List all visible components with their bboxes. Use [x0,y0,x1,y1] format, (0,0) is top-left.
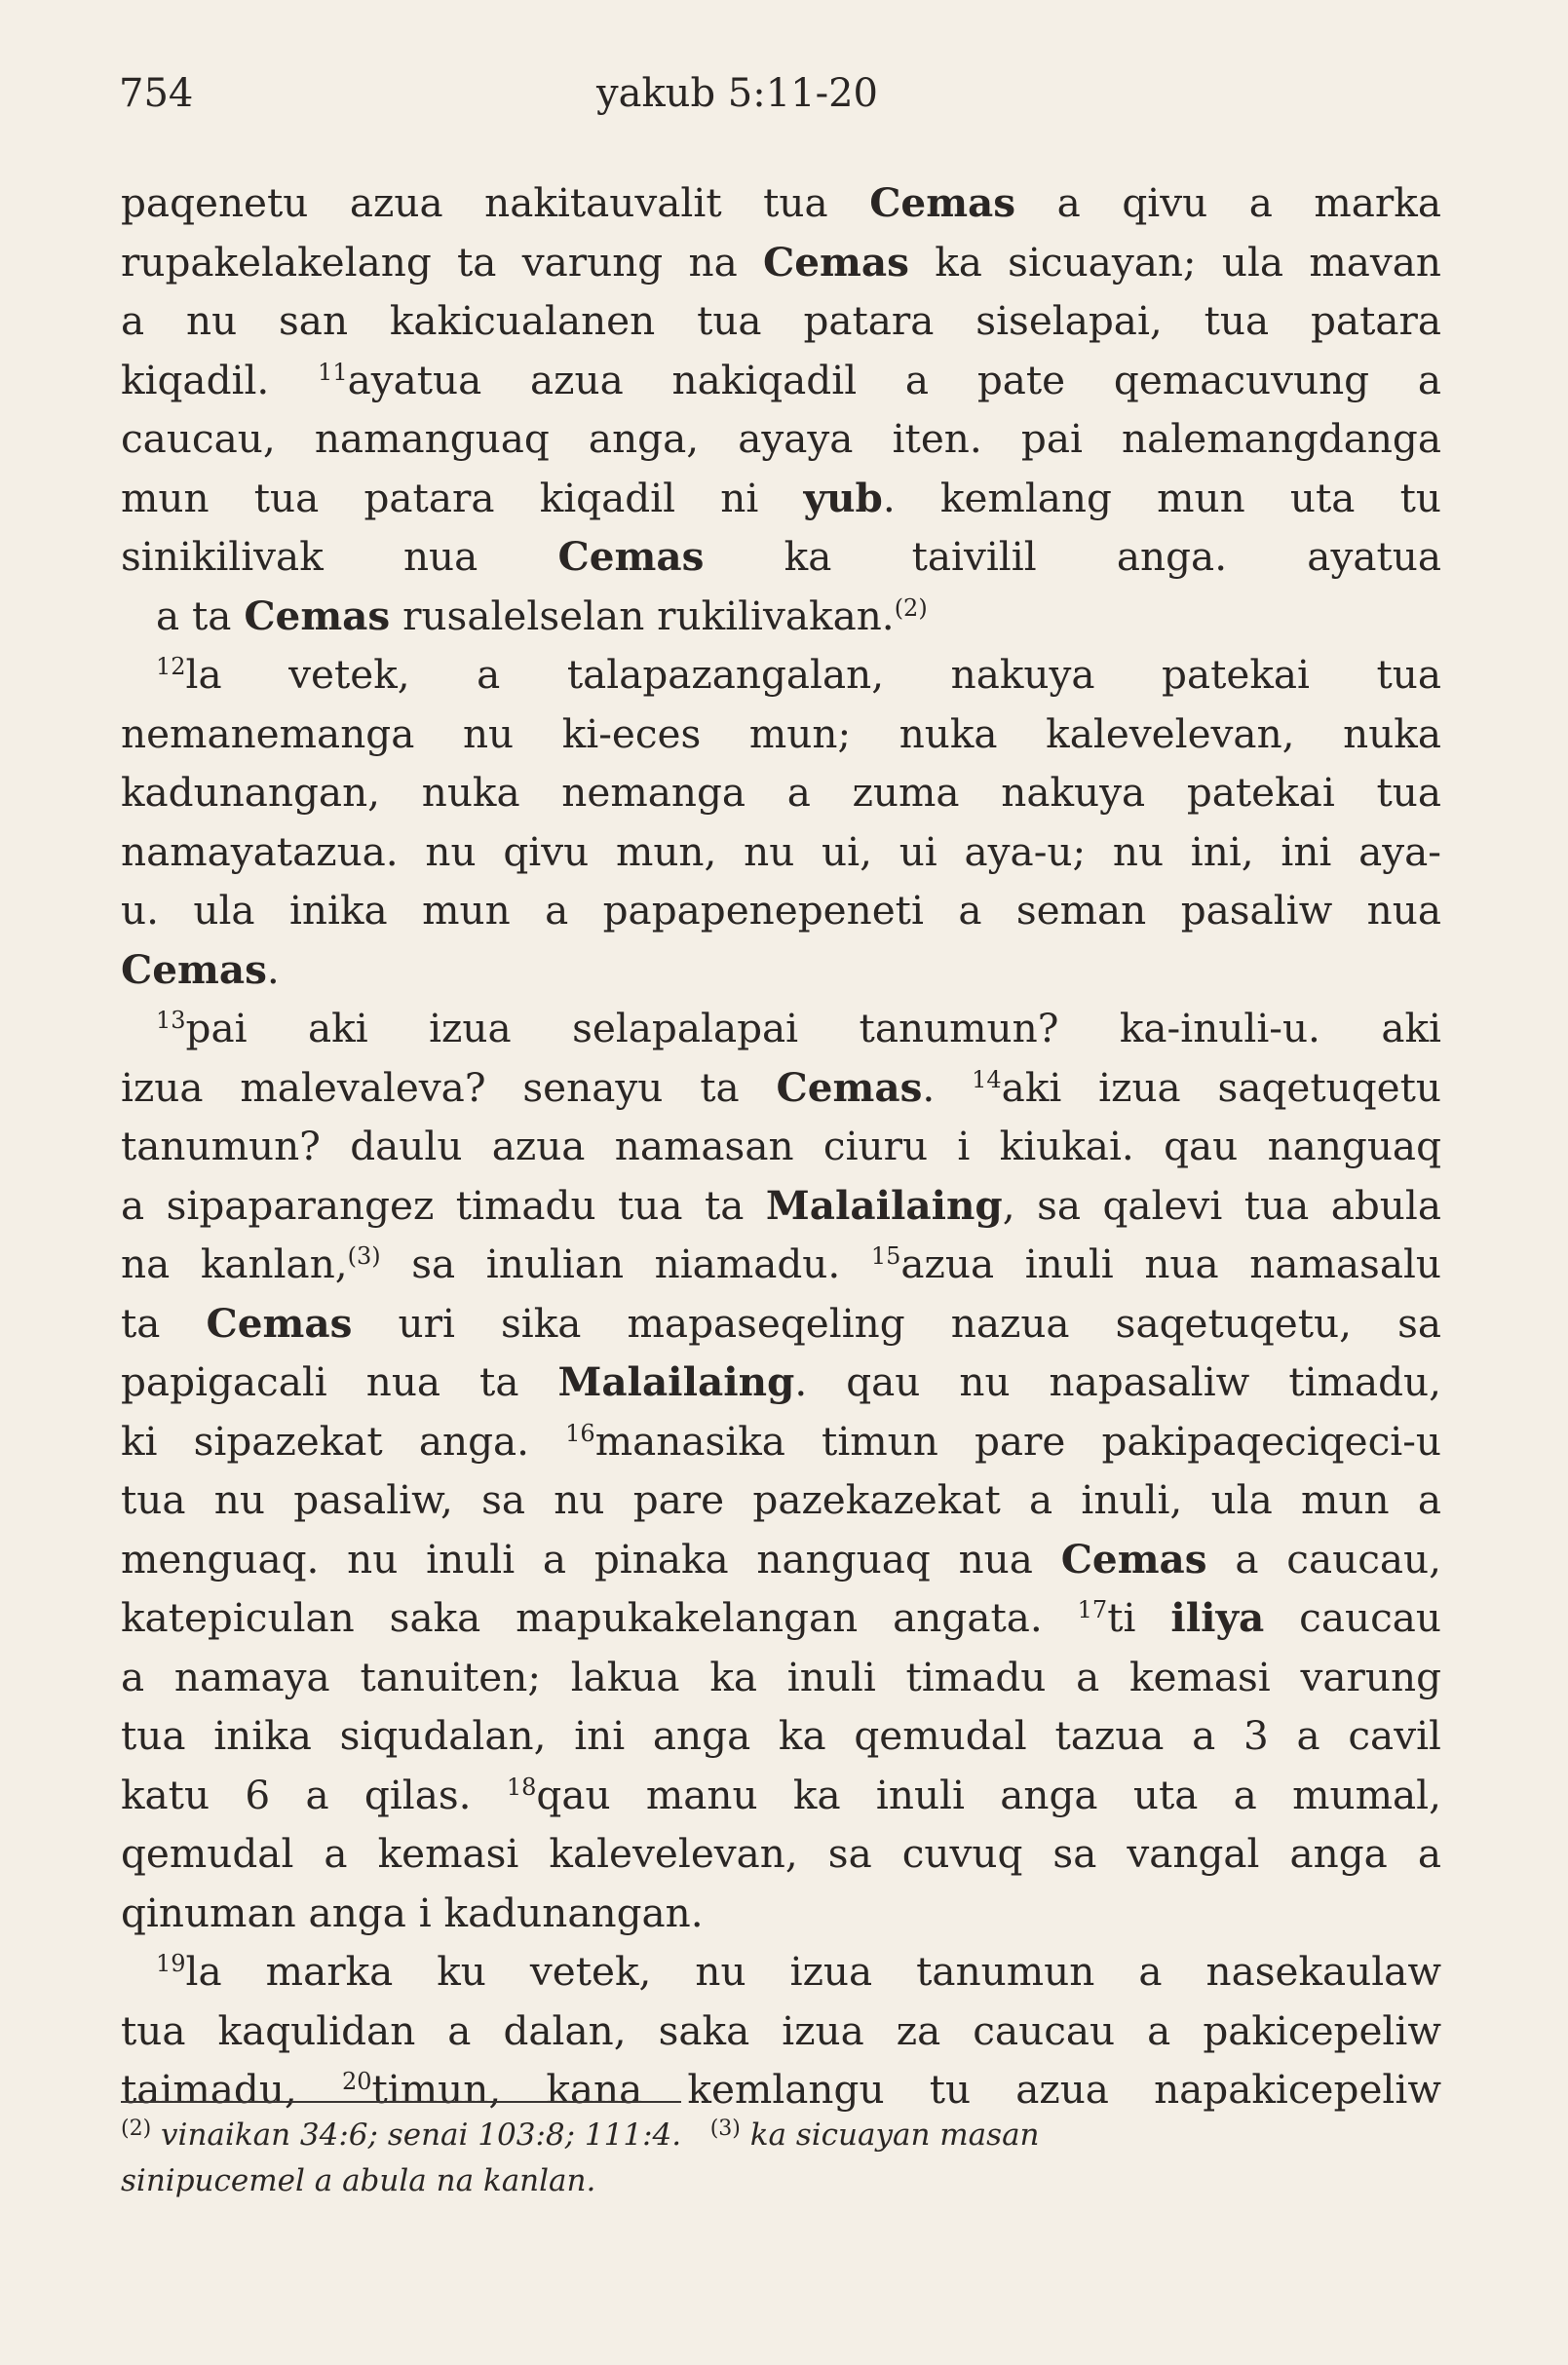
text-line: a sipaparangez timadu tua ta Malailaing, sa qalevi tua abula [121,1181,1441,1229]
verse-number: 17 [1077,1596,1108,1623]
text-line: menguaq. nu inuli a pinaka nanguaq nua Cemas a caucau, [121,1535,1441,1583]
text-line: rupakelakelang ta varung na Cemas ka sicuayan; ula mavan [121,238,1441,286]
verse-number: 19 [156,1950,186,1977]
footnote-line [121,2113,1271,2158]
page-header [119,70,1443,117]
page-number: 754 [119,71,194,116]
verse-number: 12 [156,653,186,680]
text-line: qinuman anga i kadunangan. [121,1888,704,1936]
footnote-ref[interactable]: (3) [347,1242,381,1270]
text-line: caucau, namanguaq anga, ayaya iten. pai nalemangdanga [121,415,1441,462]
text-line: taimadu, $^{20}$timun, kana kemlangu tu azua napakicepeliw [121,2066,1441,2113]
footnote-3-text: ka sicuayan masan [749,2117,1040,2153]
text-line: kiqadil. $^{11}$ayatua azua nakiqadil a pate qemacuvung a [121,356,1441,403]
verse-number: 16 [565,1419,595,1447]
text-line: $^{13}$pai aki izua selapalapai tanumun? ka-inuli-u. aki [156,1005,1441,1051]
text-line: ki sipazekat anga. $^{16}$manasika timun pare pakipaqeciqeci-u [121,1417,1441,1465]
text-line: $^{12}$la vetek, a talapazangalan, nakuya patekai tua [156,651,1441,698]
verse-number: 18 [506,1773,537,1801]
text-line: qemudal a kemasi kalevelevan, sa cuvuq sa vangal anga a [121,1830,1441,1877]
verse-number: 20 [341,2068,372,2095]
text-line: katepiculan saka mapukakelangan angata. $^{17}$ti iliya caucau [121,1594,1441,1641]
footnotes [121,2113,1271,2204]
footnote-2-text: vinaikan 34:6; senai 103:8; 111:4. [161,2117,682,2153]
footnote-mark: (3) [709,2117,741,2141]
text-line: izua malevaleva? senayu ta Cemas. $^{14}$aki izua saqetuqetu [121,1063,1441,1111]
verse-number: 13 [156,1007,186,1034]
footnote-mark: (2) [121,2117,152,2141]
text-line: tua kaqulidan a dalan, saka izua za caucau a pakicepeliw [121,2006,1441,2054]
footnote-line: sinipucemel a abula na kanlan. [121,2163,596,2198]
running-title: yakub 5:11-20 [596,71,879,116]
text-line: na kanlan,$^{(3)}$ sa inulian niamadu. $^{15}$azua inuli nua namasalu [121,1240,1441,1287]
footnote-ref[interactable]: (2) [894,593,928,622]
verse-number: 15 [870,1242,901,1270]
text-line: u. ula inika mun a papapenepeneti a seman pasaliw nua [121,887,1441,934]
text-line: a nu san kakicualanen tua patara siselapai, tua patara [121,297,1441,344]
text-line: sinikilivak nua Cemas ka taivilil anga. ayatua [121,533,1441,580]
body-text [121,173,1441,2119]
text-line: katu 6 a qilas. $^{18}$qau manu ka inuli anga uta a mumal, [121,1771,1441,1818]
text-line: nemanemanga nu ki-eces mun; nuka kalevelevan, nuka [121,709,1441,757]
text-line: a ta Cemas rusalelselan rukilivakan.$^{(2)}$ [156,591,928,639]
footnote-divider [121,2101,681,2103]
text-line: paqenetu azua nakitauvalit tua Cemas a qivu a marka [121,179,1441,226]
verse-number: 11 [318,358,348,386]
verse-number: 14 [972,1065,1002,1093]
text-line: tanumun? daulu azua namasan ciuru i kiukai. qau nanguaq [121,1123,1441,1169]
text-line: namayatazua. nu qivu mun, nu ui, ui aya-u; nu ini, ini aya- [121,827,1441,875]
text-line: tua inika siqudalan, ini anga ka qemudal tazua a 3 a cavil [121,1712,1441,1759]
text-line: $^{19}$la marka ku vetek, nu izua tanumun a nasekaulaw [156,1948,1441,1995]
text-line: papigacali nua ta Malailaing. qau nu napasaliw timadu, [121,1358,1441,1405]
text-line: a namaya tanuiten; lakua ka inuli timadu a kemasi varung [121,1653,1441,1700]
text-line: mun tua patara kiqadil ni yub. kemlang mun uta tu [121,474,1441,521]
text-line: ta Cemas uri sika mapaseqeling nazua saqetuqetu, sa [121,1299,1441,1347]
text-line: Cemas. [121,945,280,993]
text-line: kadunangan, nuka nemanga a zuma nakuya patekai tua [121,769,1441,816]
text-line: tua nu pasaliw, sa nu pare pazekazekat a inuli, ula mun a [121,1476,1441,1523]
